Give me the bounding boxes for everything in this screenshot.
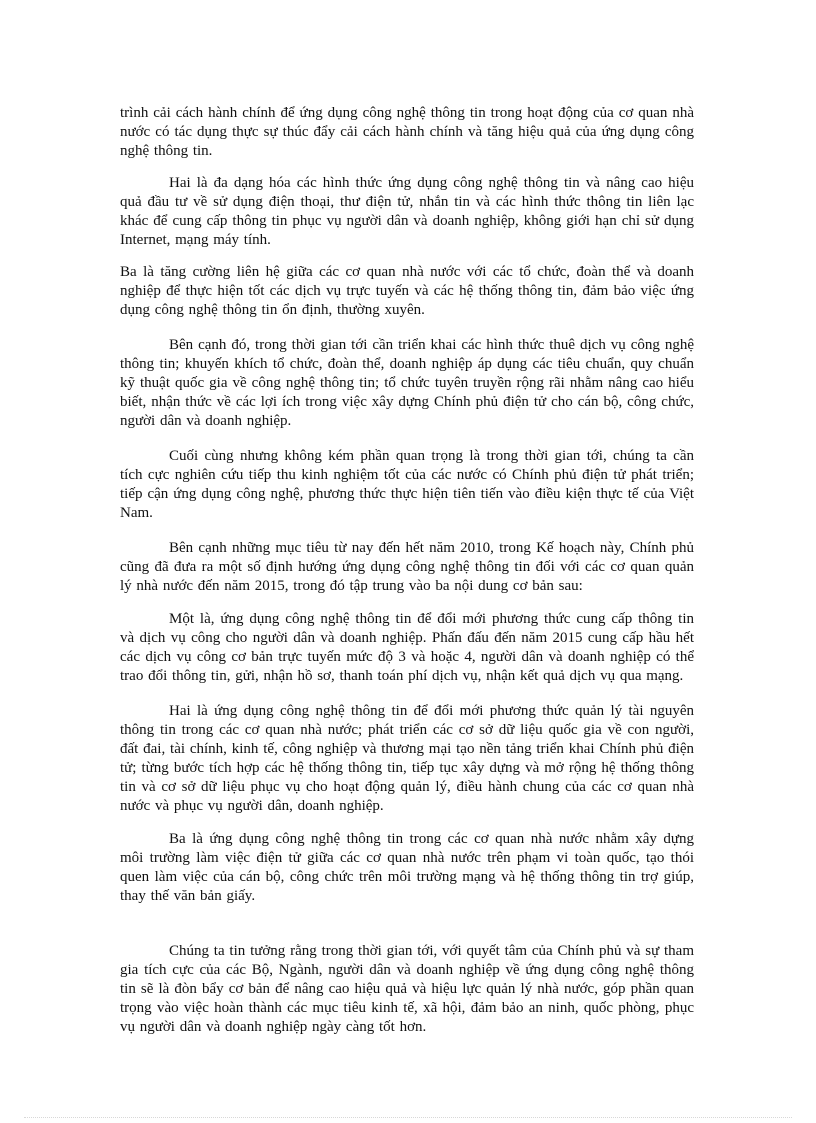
paragraph-it-services: Bên cạnh đó, trong thời gian tới cần triển khai các hình thức thuê dịch vụ công nghệ thông tin; khuyến khích tổ chức, đoàn thể, doanh nghiệp áp dụng các tiêu chuẩn, quy chuẩn kỹ thuật quốc gia về công nghệ thông tin; tổ chức tuyên truyền rộng rãi nhằm nâng cao hiểu biết, nhận thức về các lợi ích trong việc xây dựng Chính phủ điện tử cho cán bộ, công chức, người dân và doanh nghiệp. bbox=[120, 337, 694, 429]
paragraph-conclusion: Chúng ta tin tưởng rằng trong thời gian tới, với quyết tâm của Chính phủ và sự tham gia tích cực của các Bộ, Ngành, người dân và doanh nghiệp về ứng dụng công nghệ thông tin sẽ là đòn bẩy cơ bản để nâng cao hiệu quả và hiệu lực quản lý nhà nước, góp phần quan trọng vào việc hoàn thành các mục tiêu kinh tế, xã hội, đảm bảo an ninh, quốc phòng, phục vụ người dân và doanh nghiệp ngày càng tốt hơn. bbox=[120, 943, 694, 1035]
paragraph-first-direction: Một là, ứng dụng công nghệ thông tin để đổi mới phương thức cung cấp thông tin và dịch vụ công cho người dân và doanh nghiệp. Phấn đấu đến năm 2015 cung cấp hầu hết các dịch vụ công cơ bản trực tuyến mức độ 3 và hoặc 4, người dân và doanh nghiệp có thể trao đổi thông tin, gửi, nhận hồ sơ, thanh toán phí dịch vụ, nhận kết quả dịch vụ qua mạng. bbox=[120, 611, 694, 684]
paragraph-learn-experience: Cuối cùng nhưng không kém phần quan trọng là trong thời gian tới, chúng ta cần tích cực nghiên cứu tiếp thu kinh nghiệm tốt của các nước có Chính phủ điện tử phát triển; tiếp cận ứng dụng công nghệ, phương thức thực hiện tiên tiến vào điều kiện thực tế của Việt Nam. bbox=[120, 448, 694, 521]
paragraph-second-direction: Hai là ứng dụng công nghệ thông tin để đổi mới phương thức quản lý tài nguyên thông tin trong các cơ quan nhà nước; phát triển các cơ sở dữ liệu quốc gia về con người, đất đai, tài chính, kinh tế, công nghiệp và thương mại tạo nền tảng triển khai Chính phủ điện tử; từng bước tích hợp các hệ thống thông tin, tiếp tục xây dựng và mở rộng hệ thống thông tin và cơ sở dữ liệu phục vụ cho hoạt động quản lý, điều hành chung của các cơ quan nhà nước và phục vụ người dân, doanh nghiệp. bbox=[120, 703, 694, 814]
paragraph-diversify-channels: Hai là đa dạng hóa các hình thức ứng dụng công nghệ thông tin và nâng cao hiệu quả đầu tư về sử dụng điện thoại, thư điện tử, nhắn tin và các hình thức thông tin liên lạc khác để cung cấp thông tin phục vụ người dân và doanh nghiệp, không giới hạn chỉ sử dụng Internet, mạng máy tính. bbox=[120, 175, 694, 248]
document-body bbox=[120, 104, 694, 1037]
paragraph-third-direction: Ba là ứng dụng công nghệ thông tin trong các cơ quan nhà nước nhằm xây dựng môi trường làm việc điện tử giữa các cơ quan nhà nước trên phạm vi toàn quốc, tạo thói quen làm việc của cán bộ, công chức trên môi trường mạng và hệ thống thông tin trợ giúp, thay thế văn bản giấy. bbox=[120, 831, 694, 904]
paragraph-continuation: trình cải cách hành chính để ứng dụng công nghệ thông tin trong hoạt động của cơ quan nhà nước có tác dụng thực sự thúc đẩy cải cách hành chính và tăng hiệu quả của ứng dụng công nghệ thông tin. bbox=[120, 105, 694, 159]
page-bottom-divider bbox=[24, 1117, 792, 1118]
paragraph-strengthen-links: Ba là tăng cường liên hệ giữa các cơ quan nhà nước với các tổ chức, đoàn thể và doanh nghiệp để thực hiện tốt các dịch vụ trực tuyến và các hệ thống thông tin, đảm bảo việc ứng dụng công nghệ thông tin ổn định, thường xuyên. bbox=[120, 264, 694, 318]
paragraph-plan-2015: Bên cạnh những mục tiêu từ nay đến hết năm 2010, trong Kế hoạch này, Chính phủ cũng đã đưa ra một số định hướng ứng dụng công nghệ thông tin đối với các cơ quan quản lý nhà nước đến năm 2015, trong đó tập trung vào ba nội dung cơ bản sau: bbox=[120, 540, 694, 594]
